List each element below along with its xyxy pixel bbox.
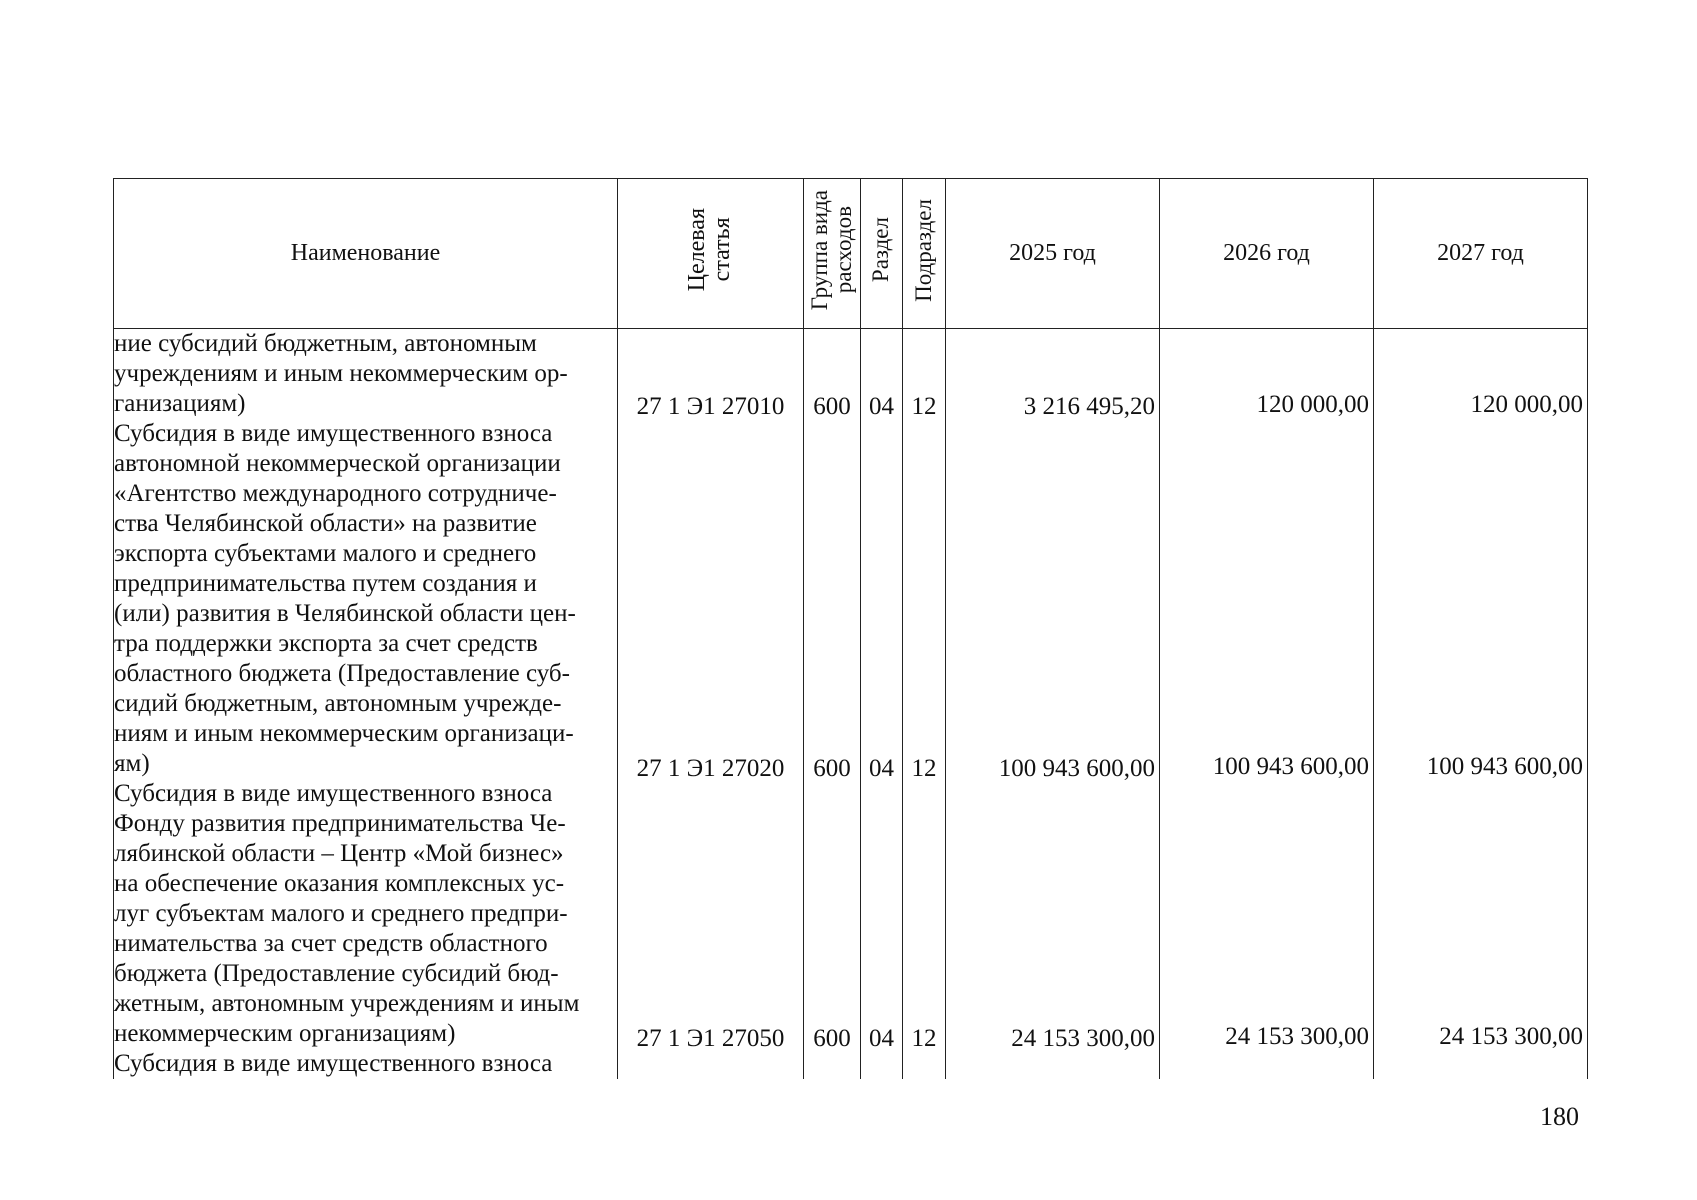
amount-2026-cell: 24 153 300,00 [1225,1023,1369,1050]
section-cell: 04 [869,393,894,420]
subsection-cell: 12 [911,1025,937,1052]
name-line: ганизациям) [114,390,246,417]
target-item-cell: 27 1 Э1 27020 [636,755,785,782]
amount-2025-cell: 24 153 300,00 [1011,1025,1155,1052]
page-number: 180 [1540,1102,1579,1131]
year-2025-column [946,329,1160,1080]
amount-2026-cell: 100 943 600,00 [1212,753,1369,780]
section-column [861,329,903,1080]
amount-2025-cell: 100 943 600,00 [998,755,1155,782]
name-line: «Агентство международного сотрудниче- [114,480,557,507]
year-2027-column [1374,329,1588,1080]
name-line: учреждениям и иным некоммерческим ор- [114,360,568,387]
subsection-column [903,329,946,1080]
name-line: луг субъектам малого и среднего предпри- [114,900,568,927]
name-line: сидий бюджетным, автономным учрежде- [114,690,562,717]
amount-2027-cell: 100 943 600,00 [1426,753,1583,780]
subsection-cell: 12 [911,393,937,420]
expense-group-cell: 600 [813,1025,851,1052]
target-item-cell: 27 1 Э1 27010 [636,393,785,420]
amount-2027-cell: 24 153 300,00 [1439,1023,1583,1050]
header-year-2025: 2025 год [946,179,1160,329]
header-subsection: Подраздел [903,179,946,329]
section-cell: 04 [869,1025,894,1052]
name-line: на обеспечение оказания комплексных ус- [114,870,565,897]
amount-2025-cell: 3 216 495,20 [1023,393,1155,420]
target-item-cell: 27 1 Э1 27050 [636,1025,785,1052]
name-line: нимательства за счет средств областного [114,930,548,957]
name-line: Субсидия в виде имущественного взноса [114,780,553,807]
name-column [114,329,618,1080]
name-line: Фонду развития предпринимательства Че- [114,810,566,837]
table-header-row [114,179,1588,329]
subsection-cell: 12 [911,755,937,782]
name-line: бюджета (Предоставление субсидий бюд- [114,960,559,987]
amount-2027-cell: 120 000,00 [1470,391,1583,418]
section-cell: 04 [869,755,894,782]
name-line: областного бюджета (Предоставление суб- [114,660,570,687]
name-line: Субсидия в виде имущественного взноса [114,1050,553,1077]
header-expense-group: Группа вида расходов [804,179,861,329]
year-2026-column [1160,329,1374,1080]
table-body-row [114,329,1588,1080]
name-line: тра поддержки экспорта за счет средств [114,630,538,657]
name-line: лябинской области – Центр «Мой бизнес» [114,840,564,867]
expense-group-cell: 600 [813,393,851,420]
name-line: ние субсидий бюджетным, автономным [114,330,537,357]
name-line: ниям и иным некоммерческим организаци- [114,720,574,747]
name-line: (или) развития в Челябинской области цен- [114,600,576,627]
name-line: Субсидия в виде имущественного взноса [114,420,553,447]
name-line: некоммерческим организациям) [114,1020,456,1047]
budget-table [113,178,1588,1079]
name-text [114,329,617,1079]
name-line: ства Челябинской области» на развитие [114,510,537,537]
name-line: экспорта субъектами малого и среднего [114,540,537,567]
header-year-2027: 2027 год [1374,179,1588,329]
expense-group-cell: 600 [813,755,851,782]
name-line: ям) [114,750,150,777]
expense-group-column [804,329,861,1080]
header-section: Раздел [861,179,903,329]
target-item-column [618,329,804,1080]
amount-2026-cell: 120 000,00 [1256,391,1369,418]
name-line: автономной некоммерческой организации [114,450,561,477]
header-year-2026: 2026 год [1160,179,1374,329]
name-line: предпринимательства путем создания и [114,570,537,597]
name-line: жетным, автономным учреждениям и иным [114,990,580,1017]
header-name: Наименование [114,179,618,329]
header-target-item: Целевая статья [618,179,804,329]
